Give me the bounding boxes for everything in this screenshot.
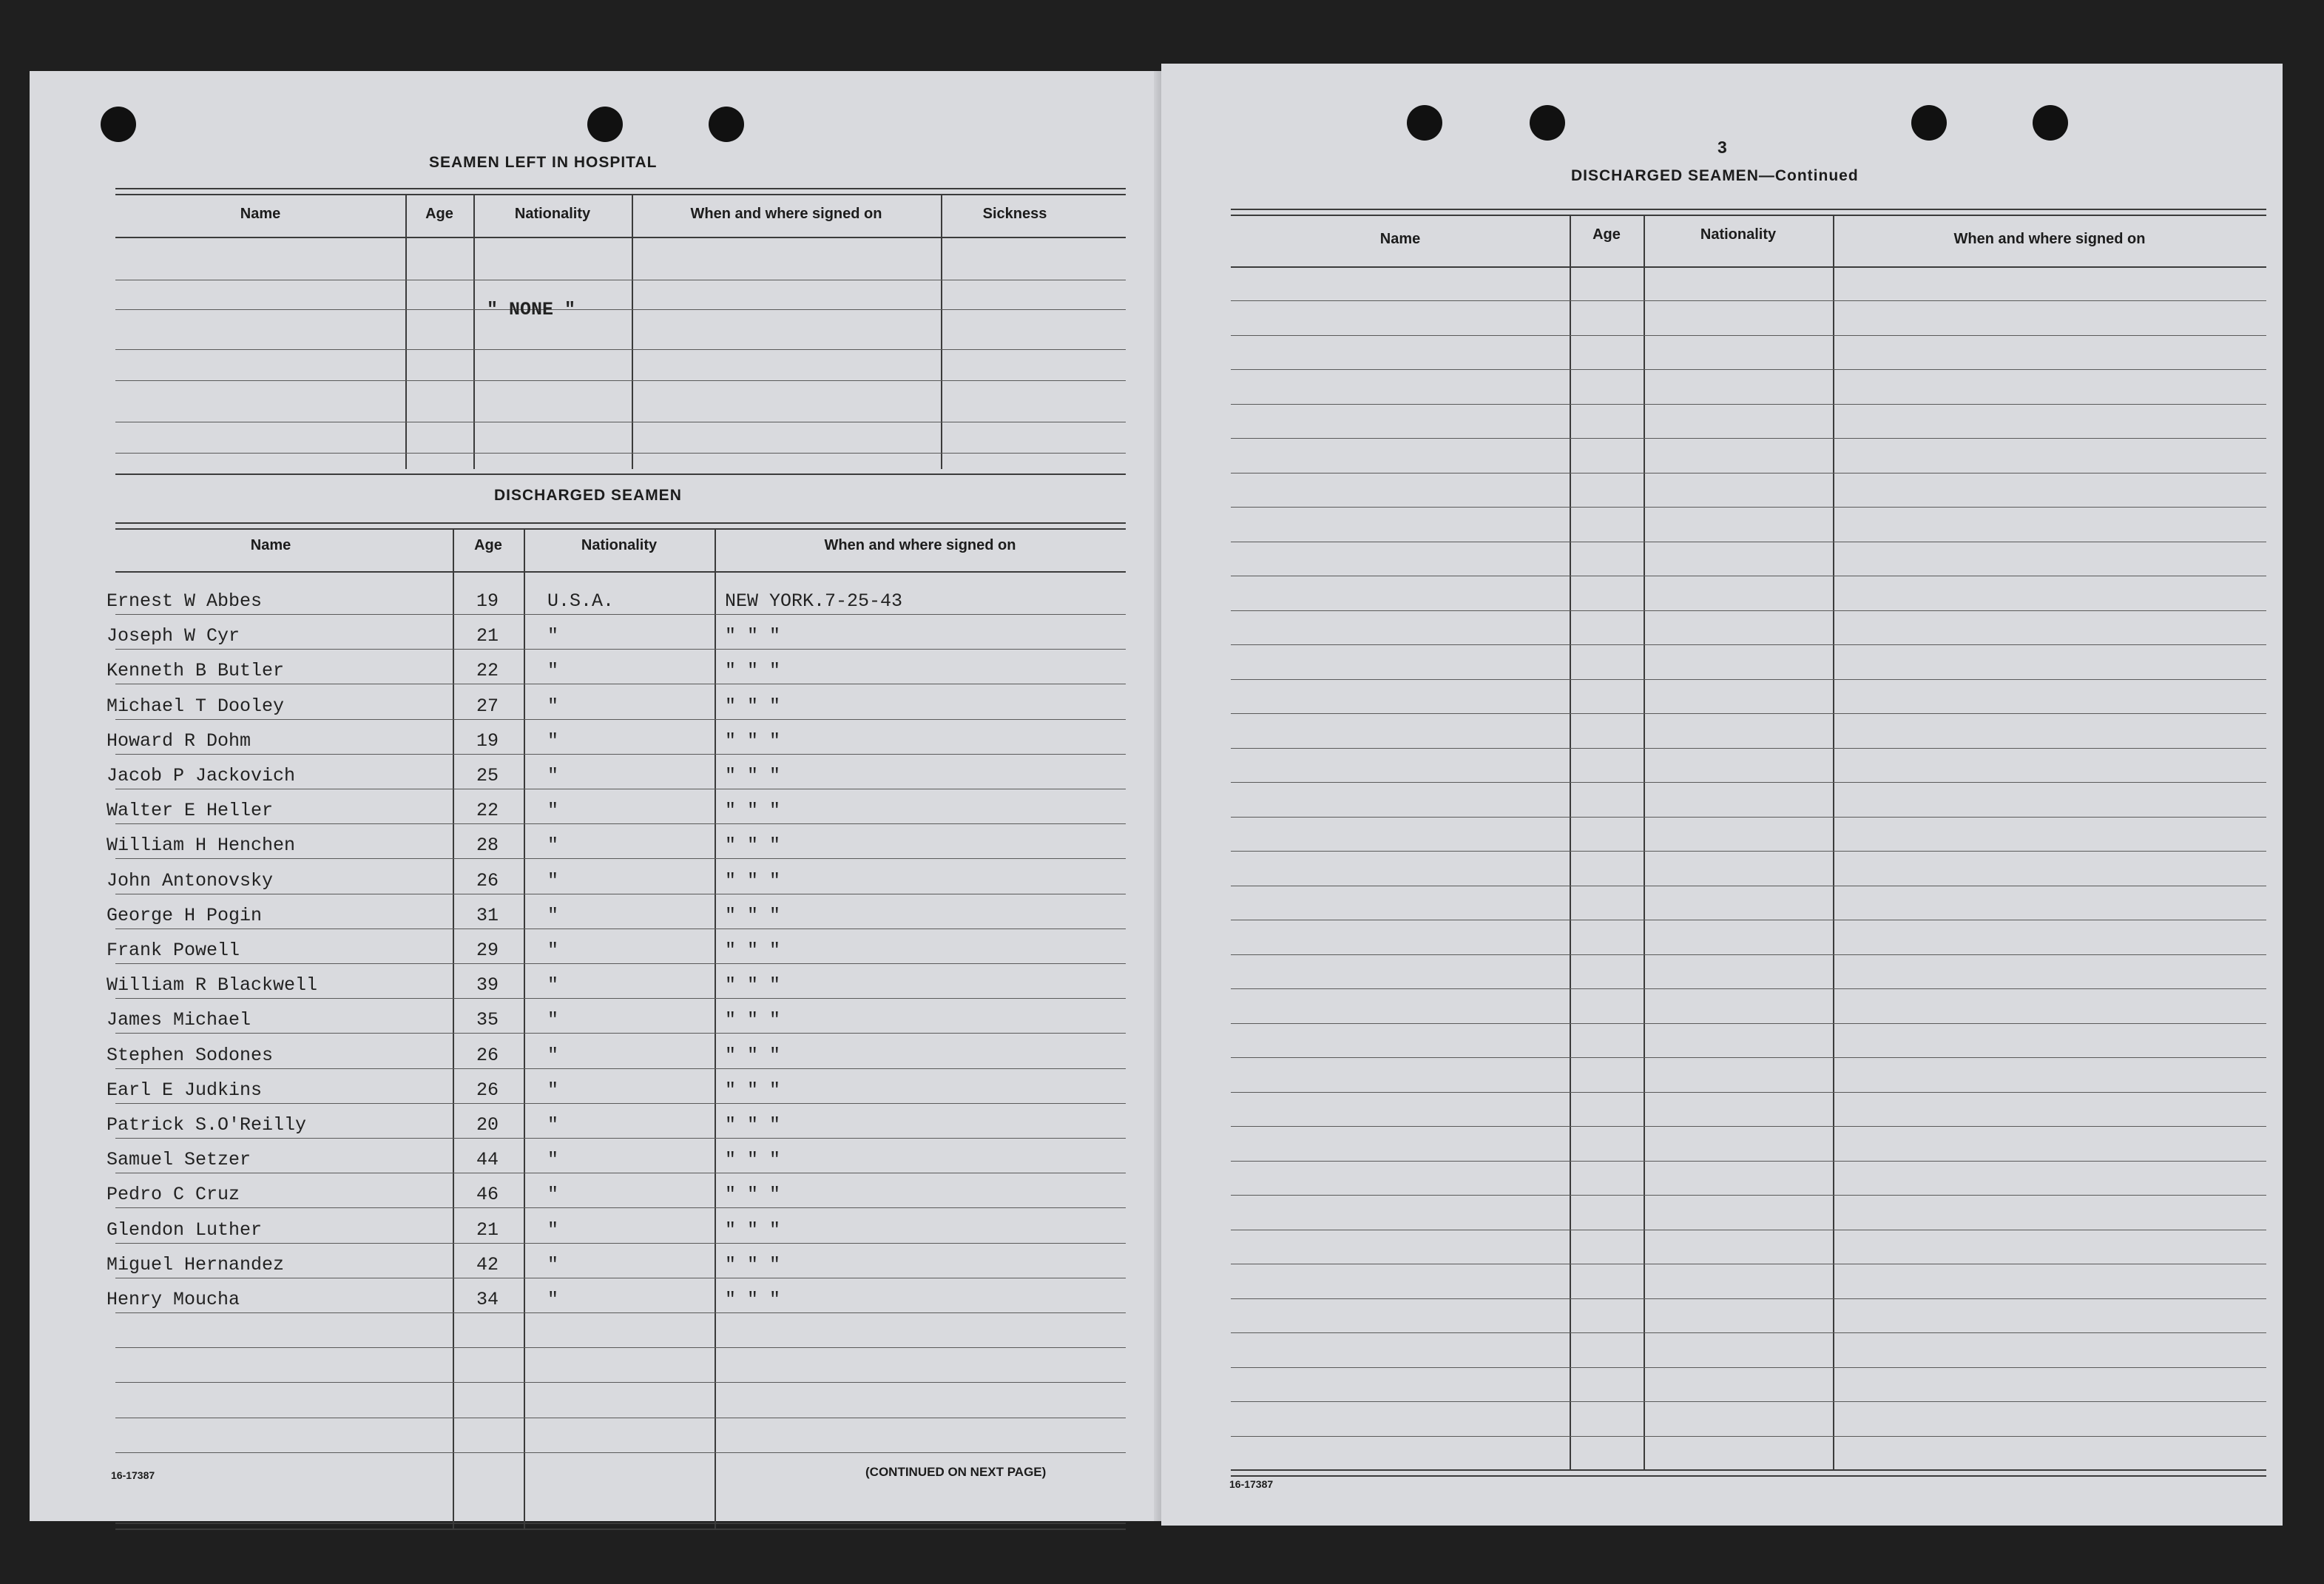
- seaman-age: 39: [476, 974, 499, 997]
- seaman-name: George H Pogin: [107, 904, 263, 926]
- discharged-col-signed-on: When and where signed on: [824, 537, 1016, 553]
- seaman-signed-on: " " ": [725, 765, 781, 786]
- seaman-signed-on: " " ": [725, 1253, 781, 1275]
- seaman-name: Stephen Sodones: [107, 1044, 274, 1066]
- seaman-age: 19: [476, 729, 499, 752]
- seaman-nationality: ": [547, 765, 559, 786]
- seaman-name: Earl E Judkins: [107, 1079, 263, 1101]
- seaman-age: 44: [476, 1149, 499, 1171]
- seaman-signed-on: " " ": [725, 1219, 781, 1241]
- form-number: 16-17387: [1229, 1478, 1274, 1490]
- seaman-signed-on: " " ": [725, 1114, 781, 1136]
- seaman-name: Michael T Dooley: [107, 695, 285, 717]
- seaman-nationality: ": [547, 1289, 559, 1310]
- discharged-continued-title: DISCHARGED SEAMEN—Continued: [1571, 167, 1859, 184]
- seaman-nationality: ": [547, 1219, 559, 1241]
- seaman-signed-on: " " ": [725, 940, 781, 961]
- seaman-signed-on: " " ": [725, 904, 781, 926]
- seaman-nationality: ": [547, 695, 559, 717]
- seaman-signed-on: " " ": [725, 1079, 781, 1101]
- right-col-age: Age: [1592, 226, 1621, 243]
- seaman-age: 28: [476, 835, 499, 857]
- seaman-age: 34: [476, 1289, 499, 1310]
- continued-note: (CONTINUED ON NEXT PAGE): [865, 1465, 1047, 1479]
- seaman-nationality: ": [547, 974, 559, 997]
- seaman-age: 21: [476, 1219, 499, 1241]
- seaman-nationality: ": [547, 1149, 559, 1171]
- right-page: [1161, 64, 2283, 1526]
- form-number: 16-17387: [111, 1469, 155, 1481]
- seaman-nationality: ": [547, 1079, 559, 1101]
- hospital-col-nationality: Nationality: [514, 206, 591, 222]
- seaman-name: William H Henchen: [107, 835, 296, 857]
- punch-hole: [101, 107, 136, 142]
- punch-hole: [709, 107, 744, 142]
- seaman-signed-on: " " ": [725, 1149, 781, 1171]
- seaman-signed-on: " " ": [725, 1044, 781, 1066]
- seaman-nationality: ": [547, 835, 559, 857]
- seaman-signed-on: " " ": [725, 1184, 781, 1206]
- hospital-col-name: Name: [240, 206, 281, 222]
- right-col-nationality: Nationality: [1700, 226, 1777, 243]
- seaman-age: 46: [476, 1184, 499, 1206]
- discharged-section-title: DISCHARGED SEAMEN: [494, 487, 682, 504]
- hospital-none-entry: " NONE ": [487, 299, 576, 320]
- seaman-age: 26: [476, 1044, 499, 1066]
- punch-hole: [1911, 105, 1947, 141]
- seaman-nationality: ": [547, 625, 559, 647]
- right-col-name: Name: [1379, 231, 1421, 247]
- seaman-signed-on: " " ": [725, 974, 781, 997]
- seaman-name: Miguel Hernandez: [107, 1253, 285, 1275]
- seaman-nationality: ": [547, 940, 559, 961]
- seaman-name: Frank Powell: [107, 940, 240, 961]
- seaman-name: Kenneth B Butler: [107, 660, 285, 682]
- seaman-name: Samuel Setzer: [107, 1149, 251, 1171]
- seaman-name: Jacob P Jackovich: [107, 765, 296, 786]
- seaman-nationality: ": [547, 1009, 559, 1031]
- seaman-name: Howard R Dohm: [107, 729, 251, 752]
- seaman-name: Joseph W Cyr: [107, 625, 240, 647]
- seaman-nationality: ": [547, 1114, 559, 1136]
- seaman-signed-on: " " ": [725, 800, 781, 822]
- seaman-nationality: ": [547, 729, 559, 752]
- seaman-age: 22: [476, 800, 499, 822]
- punch-hole: [1407, 105, 1442, 141]
- discharged-col-name: Name: [250, 537, 291, 553]
- hospital-col-signed-on: When and where signed on: [690, 206, 882, 222]
- punch-hole: [587, 107, 623, 142]
- seaman-signed-on: " " ": [725, 835, 781, 857]
- seaman-signed-on: " " ": [725, 695, 781, 717]
- seaman-nationality: ": [547, 1253, 559, 1275]
- seaman-signed-on: " " ": [725, 729, 781, 752]
- seaman-name: Pedro C Cruz: [107, 1184, 240, 1206]
- seaman-age: 31: [476, 904, 499, 926]
- seaman-signed-on: " " ": [725, 625, 781, 647]
- seaman-nationality: ": [547, 1184, 559, 1206]
- seaman-name: William R Blackwell: [107, 974, 318, 997]
- seaman-name: Ernest W Abbes: [107, 590, 263, 612]
- seaman-nationality: ": [547, 660, 559, 682]
- page-number: 3: [1717, 138, 1728, 157]
- discharged-col-age: Age: [474, 537, 502, 553]
- seaman-nationality: ": [547, 1044, 559, 1066]
- seaman-age: 42: [476, 1253, 499, 1275]
- seaman-age: 25: [476, 765, 499, 786]
- seaman-name: James Michael: [107, 1009, 251, 1031]
- seaman-age: 27: [476, 695, 499, 717]
- seaman-age: 21: [476, 625, 499, 647]
- seaman-nationality: ": [547, 904, 559, 926]
- discharged-col-nationality: Nationality: [581, 537, 658, 553]
- seaman-name: Henry Moucha: [107, 1289, 240, 1310]
- seaman-signed-on: " " ": [725, 660, 781, 682]
- seaman-name: Walter E Heller: [107, 800, 274, 822]
- punch-hole: [2033, 105, 2068, 141]
- punch-hole: [1530, 105, 1565, 141]
- seaman-signed-on: " " ": [725, 1289, 781, 1310]
- seaman-signed-on: " " ": [725, 869, 781, 892]
- hospital-section-title: SEAMEN LEFT IN HOSPITAL: [429, 154, 658, 171]
- left-page: [30, 71, 1161, 1521]
- seaman-age: 19: [476, 590, 499, 612]
- seaman-nationality: ": [547, 869, 559, 892]
- hospital-col-age: Age: [425, 206, 453, 222]
- seaman-age: 26: [476, 869, 499, 892]
- seaman-nationality: U.S.A.: [547, 590, 615, 612]
- seaman-age: 20: [476, 1114, 499, 1136]
- seaman-signed-on: " " ": [725, 1009, 781, 1031]
- right-col-signed-on: When and where signed on: [1953, 231, 2146, 247]
- seaman-signed-on: NEW YORK.7-25-43: [725, 590, 903, 612]
- seaman-age: 35: [476, 1009, 499, 1031]
- seaman-age: 26: [476, 1079, 499, 1101]
- seaman-name: John Antonovsky: [107, 869, 274, 892]
- seaman-age: 29: [476, 940, 499, 961]
- seaman-name: Patrick S.O'Reilly: [107, 1114, 307, 1136]
- seaman-nationality: ": [547, 800, 559, 822]
- seaman-name: Glendon Luther: [107, 1219, 263, 1241]
- seaman-age: 22: [476, 660, 499, 682]
- hospital-col-sickness: Sickness: [982, 206, 1047, 222]
